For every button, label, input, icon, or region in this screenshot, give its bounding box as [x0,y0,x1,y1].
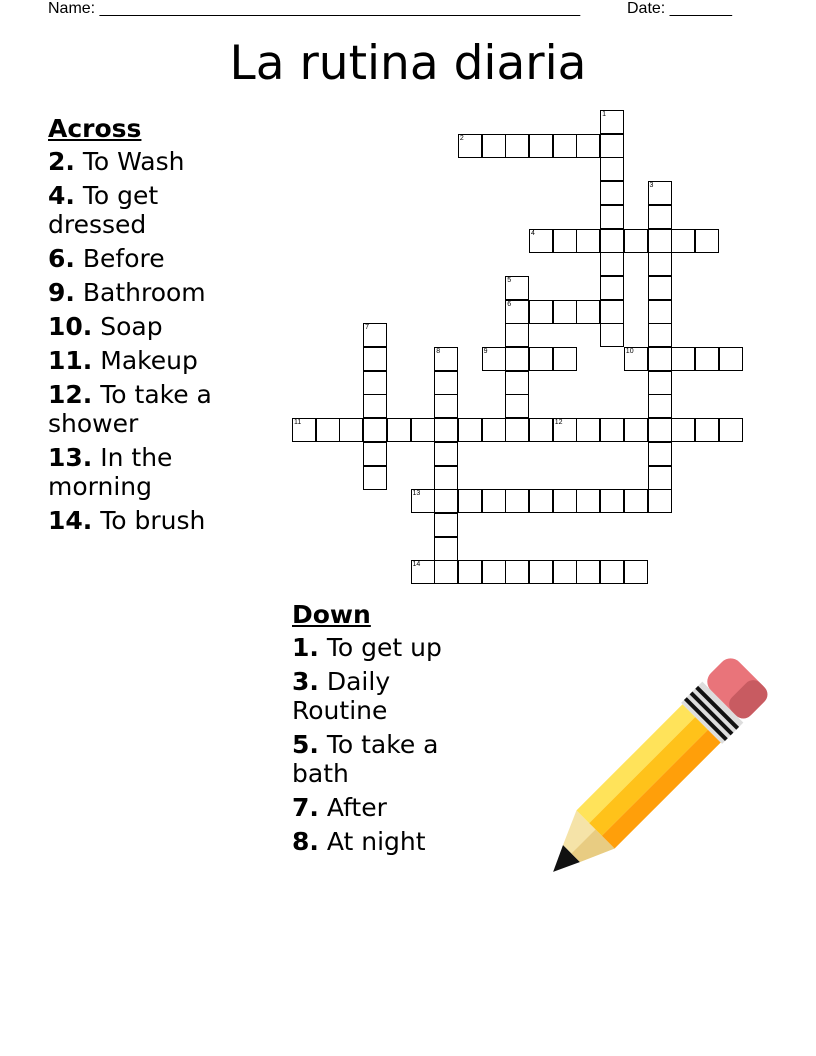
grid-cell[interactable] [363,371,387,395]
grid-cell[interactable] [363,347,387,371]
clue-down-3: 3. Daily Routine [292,667,391,725]
across-clues [48,114,248,540]
clue-across-2: 2. To Wash [48,147,185,176]
grid-cell[interactable] [600,110,624,134]
grid-cell[interactable] [505,418,529,442]
clue-across-14: 14. To brush [48,506,206,535]
grid-cell[interactable] [576,229,600,253]
cell-number: 13 [412,490,421,498]
clue-across-10: 10. Soap [48,312,163,341]
grid-cell[interactable] [648,442,672,466]
grid-cell[interactable] [411,418,435,442]
grid-cell[interactable] [434,371,458,395]
grid-cell[interactable] [434,466,458,490]
grid-cell[interactable] [624,560,648,584]
across-heading: Across [48,114,142,143]
grid-cell[interactable] [553,560,577,584]
cell-number: 14 [412,561,421,569]
grid-cell[interactable] [648,466,672,490]
grid-cell[interactable] [600,205,624,229]
cell-number: 5 [507,276,512,284]
grid-cell[interactable] [434,347,458,371]
grid-cell[interactable] [624,489,648,513]
grid-cell[interactable] [505,134,529,158]
grid-cell[interactable] [648,252,672,276]
grid-cell[interactable] [505,276,529,300]
grid-cell[interactable] [505,300,529,324]
grid-cell[interactable] [458,418,482,442]
grid-cell[interactable] [695,347,719,371]
grid-cell[interactable] [434,560,458,584]
grid-cell[interactable] [600,418,624,442]
grid-cell[interactable] [624,418,648,442]
grid-cell[interactable] [600,323,624,347]
cell-number: 7 [365,324,369,332]
grid-cell[interactable] [600,560,624,584]
grid-cell[interactable] [553,418,577,442]
clue-across-4: 4. To get dressed [48,181,159,239]
grid-cell[interactable] [411,489,435,513]
grid-cell[interactable] [624,347,648,371]
clue-down-7: 7. After [292,793,387,822]
grid-cell[interactable] [648,300,672,324]
grid-cell[interactable] [529,418,553,442]
grid-cell[interactable] [482,489,506,513]
grid-cell[interactable] [553,347,577,371]
grid-cell[interactable] [576,134,600,158]
cell-number: 1 [602,111,606,118]
grid-cell[interactable] [292,418,316,442]
grid-cell[interactable] [576,489,600,513]
grid-cell[interactable] [624,229,648,253]
pencil-icon [525,650,775,900]
grid-cell[interactable] [671,347,695,371]
cell-number: 8 [436,348,441,355]
grid-cell[interactable] [600,276,624,300]
grid-cell[interactable] [553,489,577,513]
grid-cell[interactable] [600,229,624,253]
grid-cell[interactable] [434,513,458,537]
grid-cell[interactable] [648,205,672,229]
grid-cell[interactable] [553,229,577,253]
grid-cell[interactable] [505,347,529,371]
grid-cell[interactable] [505,323,529,347]
grid-cell[interactable] [600,157,624,181]
clue-across-11: 11. Makeup [48,346,198,375]
date-field[interactable]: Date: _______ [627,0,732,17]
grid-cell[interactable] [648,181,672,205]
grid-cell[interactable] [648,323,672,347]
grid-cell[interactable] [600,300,624,324]
clue-across-13: 13. In the morning [48,443,173,501]
cell-number: 6 [507,300,512,308]
grid-cell[interactable] [529,229,553,253]
grid-cell[interactable] [434,489,458,513]
cell-number: 3 [649,182,654,190]
grid-cell[interactable] [411,560,435,584]
grid-cell[interactable] [648,229,672,253]
grid-cell[interactable] [458,560,482,584]
clue-down-5: 5. To take a bath [292,730,439,788]
grid-cell[interactable] [482,134,506,158]
grid-cell[interactable] [505,489,529,513]
grid-cell[interactable] [576,560,600,584]
page-title: La rutina diaria [229,36,587,91]
grid-cell[interactable] [695,229,719,253]
grid-cell[interactable] [363,442,387,466]
cell-number: 2 [459,134,464,142]
grid-cell[interactable] [529,134,553,158]
grid-cell[interactable] [719,418,743,442]
grid-cell[interactable] [529,300,553,324]
grid-cell[interactable] [434,418,458,442]
grid-cell[interactable] [482,347,506,371]
grid-cell[interactable] [387,418,411,442]
grid-cell[interactable] [648,394,672,418]
grid-cell[interactable] [600,252,624,276]
grid-cell[interactable] [671,418,695,442]
grid-cell[interactable] [363,394,387,418]
grid-cell[interactable] [600,489,624,513]
grid-cell[interactable] [529,560,553,584]
grid-cell[interactable] [505,560,529,584]
grid-cell[interactable] [648,371,672,395]
grid-cell[interactable] [648,276,672,300]
grid-cell[interactable] [648,489,672,513]
grid-cell[interactable] [719,347,743,371]
name-field[interactable]: Name: ______________________________________________________ [48,0,581,17]
grid-cell[interactable] [553,134,577,158]
grid-cell[interactable] [529,347,553,371]
grid-cell[interactable] [576,300,600,324]
cell-number: 11 [294,419,302,427]
clue-down-8: 8. At night [292,827,426,856]
grid-cell[interactable] [648,418,672,442]
grid-cell[interactable] [363,323,387,347]
grid-cell[interactable] [434,537,458,561]
grid-cell[interactable] [316,418,340,442]
grid-cell[interactable] [363,418,387,442]
grid-cell[interactable] [671,229,695,253]
clue-down-1: 1. To get up [292,633,442,662]
grid-cell[interactable] [505,371,529,395]
grid-cell[interactable] [434,394,458,418]
grid-cell[interactable] [458,134,482,158]
grid-cell[interactable] [505,394,529,418]
grid-cell[interactable] [363,466,387,490]
clue-across-6: 6. Before [48,244,165,273]
grid-cell[interactable] [695,418,719,442]
grid-cell[interactable] [434,442,458,466]
grid-cell[interactable] [458,489,482,513]
grid-cell[interactable] [648,347,672,371]
down-heading: Down [292,600,371,629]
cell-number: 10 [625,348,634,355]
grid-cell[interactable] [529,489,553,513]
grid-cell[interactable] [482,560,506,584]
grid-cell[interactable] [553,300,577,324]
grid-cell[interactable] [600,134,624,158]
cell-number: 4 [531,229,535,237]
grid-cell[interactable] [600,181,624,205]
clue-across-12: 12. To take a shower [48,380,212,438]
grid-cell[interactable] [576,418,600,442]
down-clues [292,600,472,861]
cell-number: 9 [483,348,488,355]
grid-cell[interactable] [339,418,363,442]
clue-across-9: 9. Bathroom [48,278,206,307]
grid-cell[interactable] [482,418,506,442]
cell-number: 12 [554,419,563,427]
